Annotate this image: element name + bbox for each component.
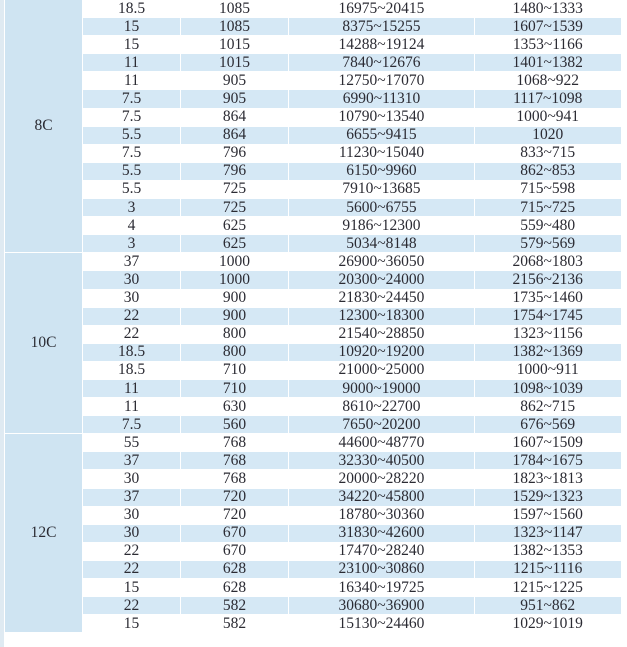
pressure-cell: 1382~1353 xyxy=(475,542,621,560)
pressure-cell: 1382~1369 xyxy=(475,343,621,361)
pressure-cell: 1117~1098 xyxy=(475,90,621,108)
power-cell: 30 xyxy=(83,289,181,307)
speed-cell: 582 xyxy=(181,615,289,633)
capacity-cell: 8375~15255 xyxy=(289,18,475,36)
pressure-cell: 1215~1116 xyxy=(475,560,621,578)
table-row xyxy=(5,416,621,434)
capacity-cell: 18780~30360 xyxy=(289,506,475,524)
power-cell: 22 xyxy=(83,307,181,325)
capacity-cell: 17470~28240 xyxy=(289,542,475,560)
speed-cell: 796 xyxy=(181,144,289,162)
speed-cell: 670 xyxy=(181,524,289,542)
power-cell: 37 xyxy=(83,452,181,470)
pressure-cell: 1029~1019 xyxy=(475,615,621,633)
power-cell: 22 xyxy=(83,325,181,343)
table-row xyxy=(5,36,621,54)
capacity-cell: 6150~9960 xyxy=(289,162,475,180)
speed-cell: 864 xyxy=(181,126,289,144)
table-row xyxy=(5,18,621,36)
power-cell: 11 xyxy=(83,398,181,416)
power-cell: 15 xyxy=(83,18,181,36)
table-row xyxy=(5,579,621,597)
speed-cell: 630 xyxy=(181,398,289,416)
speed-cell: 768 xyxy=(181,470,289,488)
capacity-cell: 7840~12676 xyxy=(289,54,475,72)
pressure-cell: 951~862 xyxy=(475,597,621,615)
pressure-cell: 1607~1509 xyxy=(475,434,621,452)
speed-cell: 796 xyxy=(181,162,289,180)
table-row xyxy=(5,597,621,615)
pressure-cell: 715~598 xyxy=(475,180,621,198)
table-row xyxy=(5,524,621,542)
capacity-cell: 21830~24450 xyxy=(289,289,475,307)
power-cell: 11 xyxy=(83,379,181,397)
capacity-cell: 10790~13540 xyxy=(289,108,475,126)
power-cell: 22 xyxy=(83,597,181,615)
pressure-cell: 676~569 xyxy=(475,416,621,434)
table-row xyxy=(5,470,621,488)
table-row xyxy=(5,343,621,361)
table-row xyxy=(5,361,621,379)
power-cell: 7.5 xyxy=(83,144,181,162)
power-cell: 30 xyxy=(83,271,181,289)
table-row xyxy=(5,0,621,18)
capacity-cell: 6990~11310 xyxy=(289,90,475,108)
power-cell: 5.5 xyxy=(83,126,181,144)
table-row xyxy=(5,90,621,108)
capacity-cell: 20000~28220 xyxy=(289,470,475,488)
capacity-cell: 16975~20415 xyxy=(289,0,475,18)
table-row xyxy=(5,289,621,307)
power-cell: 11 xyxy=(83,72,181,90)
power-cell: 37 xyxy=(83,253,181,271)
capacity-cell: 7650~20200 xyxy=(289,416,475,434)
capacity-cell: 12750~17070 xyxy=(289,72,475,90)
speed-cell: 710 xyxy=(181,361,289,379)
speed-cell: 560 xyxy=(181,416,289,434)
speed-cell: 625 xyxy=(181,235,289,253)
power-cell: 15 xyxy=(83,579,181,597)
table-row xyxy=(5,542,621,560)
capacity-cell: 6655~9415 xyxy=(289,126,475,144)
pressure-cell: 1480~1333 xyxy=(475,0,621,18)
pressure-cell: 1597~1560 xyxy=(475,506,621,524)
capacity-cell: 16340~19725 xyxy=(289,579,475,597)
capacity-cell: 31830~42600 xyxy=(289,524,475,542)
power-cell: 30 xyxy=(83,524,181,542)
pressure-cell: 1000~941 xyxy=(475,108,621,126)
speed-cell: 670 xyxy=(181,542,289,560)
speed-cell: 1015 xyxy=(181,54,289,72)
pressure-cell: 862~715 xyxy=(475,398,621,416)
table-row xyxy=(5,108,621,126)
capacity-cell: 34220~45800 xyxy=(289,488,475,506)
table-row xyxy=(5,144,621,162)
pressure-cell: 1215~1225 xyxy=(475,579,621,597)
capacity-cell: 5600~6755 xyxy=(289,199,475,217)
table-row xyxy=(5,488,621,506)
speed-cell: 725 xyxy=(181,180,289,198)
table-row xyxy=(5,615,621,633)
power-cell: 15 xyxy=(83,36,181,54)
power-cell: 55 xyxy=(83,434,181,452)
spec-table xyxy=(4,0,621,633)
pressure-cell: 2156~2136 xyxy=(475,271,621,289)
capacity-cell: 9186~12300 xyxy=(289,217,475,235)
table-row xyxy=(5,379,621,397)
capacity-cell: 15130~24460 xyxy=(289,615,475,633)
speed-cell: 864 xyxy=(181,108,289,126)
speed-cell: 1000 xyxy=(181,253,289,271)
speed-cell: 768 xyxy=(181,434,289,452)
table-row xyxy=(5,180,621,198)
pressure-cell: 1323~1147 xyxy=(475,524,621,542)
table-row xyxy=(5,307,621,325)
table-row xyxy=(5,235,621,253)
power-cell: 37 xyxy=(83,488,181,506)
table-row xyxy=(5,271,621,289)
speed-cell: 720 xyxy=(181,488,289,506)
table-row xyxy=(5,199,621,217)
power-cell: 22 xyxy=(83,542,181,560)
pressure-cell: 833~715 xyxy=(475,144,621,162)
table-row xyxy=(5,126,621,144)
speed-cell: 900 xyxy=(181,289,289,307)
speed-cell: 628 xyxy=(181,560,289,578)
speed-cell: 1015 xyxy=(181,36,289,54)
speed-cell: 905 xyxy=(181,90,289,108)
group-label: 10C xyxy=(5,253,83,434)
speed-cell: 800 xyxy=(181,325,289,343)
pressure-cell: 715~725 xyxy=(475,199,621,217)
power-cell: 7.5 xyxy=(83,90,181,108)
power-cell: 5.5 xyxy=(83,162,181,180)
pressure-cell: 1323~1156 xyxy=(475,325,621,343)
table-row xyxy=(5,452,621,470)
speed-cell: 625 xyxy=(181,217,289,235)
speed-cell: 720 xyxy=(181,506,289,524)
capacity-cell: 10920~19200 xyxy=(289,343,475,361)
power-cell: 18.5 xyxy=(83,361,181,379)
speed-cell: 900 xyxy=(181,307,289,325)
group-label: 12C xyxy=(5,434,83,633)
capacity-cell: 8610~22700 xyxy=(289,398,475,416)
spec-table-container xyxy=(4,0,620,647)
power-cell: 3 xyxy=(83,235,181,253)
pressure-cell: 1529~1323 xyxy=(475,488,621,506)
table-row xyxy=(5,325,621,343)
capacity-cell: 44600~48770 xyxy=(289,434,475,452)
pressure-cell: 1754~1745 xyxy=(475,307,621,325)
power-cell: 15 xyxy=(83,615,181,633)
pressure-cell: 1098~1039 xyxy=(475,379,621,397)
speed-cell: 768 xyxy=(181,452,289,470)
capacity-cell: 11230~15040 xyxy=(289,144,475,162)
pressure-cell: 1823~1813 xyxy=(475,470,621,488)
pressure-cell: 1353~1166 xyxy=(475,36,621,54)
table-row xyxy=(5,434,621,452)
table-row xyxy=(5,162,621,180)
power-cell: 4 xyxy=(83,217,181,235)
pressure-cell: 1000~911 xyxy=(475,361,621,379)
pressure-cell: 1784~1675 xyxy=(475,452,621,470)
capacity-cell: 21000~25000 xyxy=(289,361,475,379)
pressure-cell: 559~480 xyxy=(475,217,621,235)
power-cell: 7.5 xyxy=(83,108,181,126)
table-row xyxy=(5,398,621,416)
table-row xyxy=(5,506,621,524)
table-row xyxy=(5,54,621,72)
capacity-cell: 23100~30860 xyxy=(289,560,475,578)
capacity-cell: 9000~19000 xyxy=(289,379,475,397)
speed-cell: 800 xyxy=(181,343,289,361)
capacity-cell: 26900~36050 xyxy=(289,253,475,271)
table-row xyxy=(5,72,621,90)
power-cell: 11 xyxy=(83,54,181,72)
speed-cell: 1085 xyxy=(181,0,289,18)
table-row xyxy=(5,560,621,578)
capacity-cell: 32330~40500 xyxy=(289,452,475,470)
capacity-cell: 21540~28850 xyxy=(289,325,475,343)
capacity-cell: 14288~19124 xyxy=(289,36,475,54)
power-cell: 5.5 xyxy=(83,180,181,198)
power-cell: 30 xyxy=(83,506,181,524)
pressure-cell: 1020 xyxy=(475,126,621,144)
speed-cell: 582 xyxy=(181,597,289,615)
pressure-cell: 1401~1382 xyxy=(475,54,621,72)
table-row xyxy=(5,253,621,271)
table-row xyxy=(5,217,621,235)
power-cell: 7.5 xyxy=(83,416,181,434)
pressure-cell: 1607~1539 xyxy=(475,18,621,36)
pressure-cell: 2068~1803 xyxy=(475,253,621,271)
speed-cell: 1000 xyxy=(181,271,289,289)
capacity-cell: 5034~8148 xyxy=(289,235,475,253)
power-cell: 18.5 xyxy=(83,343,181,361)
speed-cell: 905 xyxy=(181,72,289,90)
capacity-cell: 30680~36900 xyxy=(289,597,475,615)
capacity-cell: 7910~13685 xyxy=(289,180,475,198)
capacity-cell: 20300~24000 xyxy=(289,271,475,289)
spec-table-body xyxy=(5,0,621,633)
speed-cell: 628 xyxy=(181,579,289,597)
speed-cell: 725 xyxy=(181,199,289,217)
pressure-cell: 862~853 xyxy=(475,162,621,180)
group-label: 8C xyxy=(5,0,83,253)
power-cell: 18.5 xyxy=(83,0,181,18)
power-cell: 22 xyxy=(83,560,181,578)
power-cell: 30 xyxy=(83,470,181,488)
capacity-cell: 12300~18300 xyxy=(289,307,475,325)
pressure-cell: 579~569 xyxy=(475,235,621,253)
speed-cell: 1085 xyxy=(181,18,289,36)
pressure-cell: 1735~1460 xyxy=(475,289,621,307)
power-cell: 3 xyxy=(83,199,181,217)
speed-cell: 710 xyxy=(181,379,289,397)
pressure-cell: 1068~922 xyxy=(475,72,621,90)
